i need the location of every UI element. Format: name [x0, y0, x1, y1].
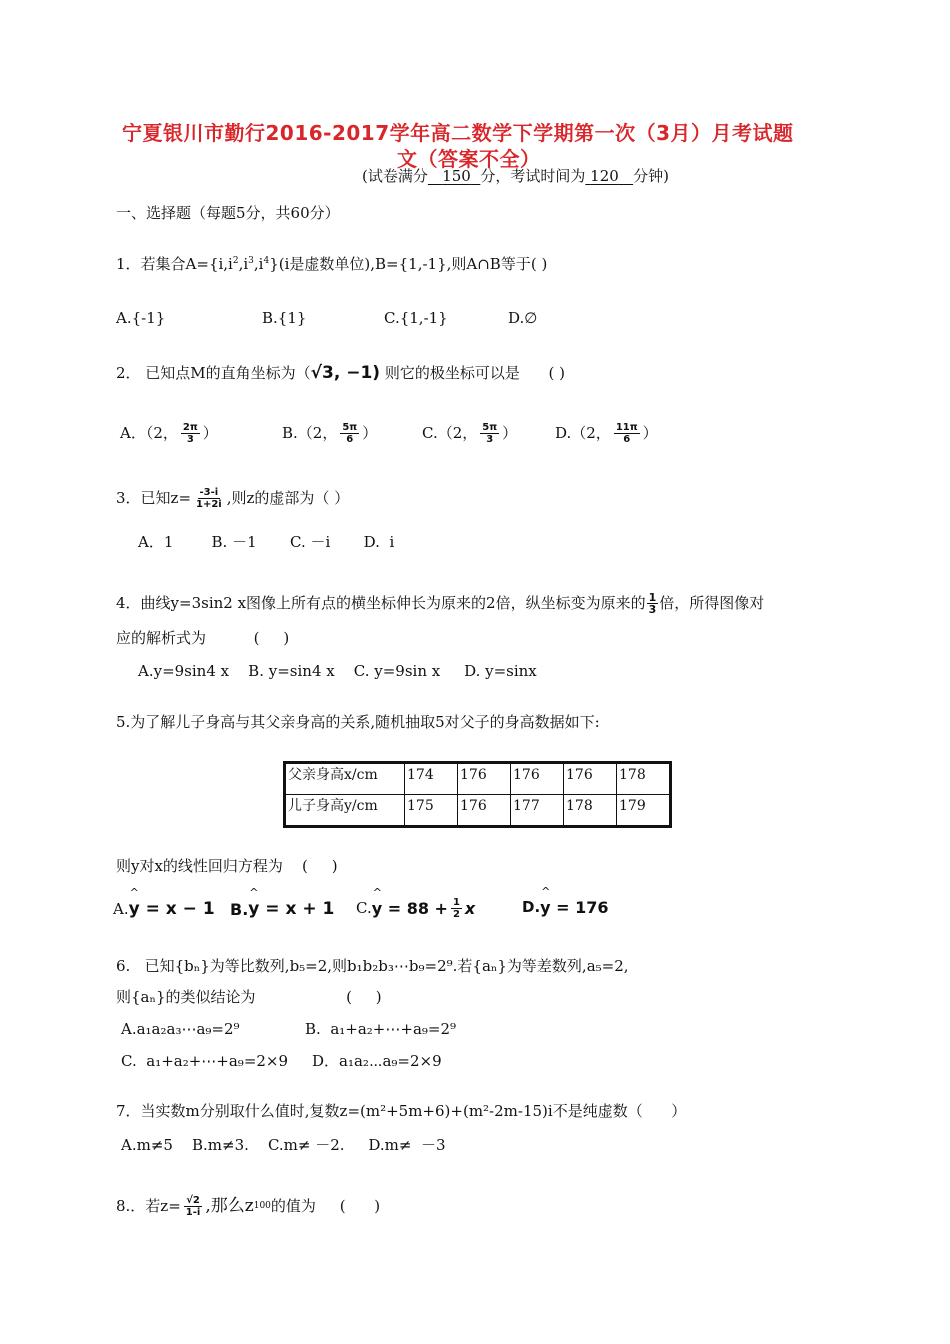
table-row — [285, 795, 671, 827]
table-cell: 178 — [617, 763, 671, 795]
exam-time: 120 — [590, 167, 619, 185]
question-5-stem: 5.为了解儿子身高与其父亲身高的关系,随机抽取5对父子的身高数据如下: — [116, 713, 600, 731]
q3-options: A．1 B. －1 C. －i D. i — [138, 533, 395, 551]
title-line2: 文（答案不全） — [397, 147, 541, 171]
question-3-stem: 3．已知z= $\frac{-3-i}{1+2i}$ ,则z的虚部为（ ） — [116, 486, 350, 510]
table-cell: 174 — [405, 763, 458, 795]
q1-option-b: B.{1} — [262, 309, 307, 327]
q6-option-b: B. a₁+a₂+⋯+a₉=2⁹ — [305, 1020, 457, 1038]
question-6-stem-line2: 则{aₙ}的类似结论为 ( ) — [116, 988, 382, 1006]
table-cell: 178 — [564, 795, 617, 827]
q6-option-a: A.a₁a₂a₃⋯a₉=2⁹ — [121, 1020, 240, 1038]
table-cell: 176 — [458, 795, 511, 827]
question-7-stem: 7．当实数m分别取什么值时,复数z=(m²+5m+6)+(m²-2m-15)i不是纯虚数（ ） — [116, 1102, 687, 1120]
question-4-stem-line2: 应的解析式为 ( ) — [116, 629, 290, 647]
full-score: 150 — [442, 167, 471, 185]
coord-value: √3, −1) — [310, 363, 381, 383]
q5-option-c: C. ^ y = 88 + $\frac{1}{2}$ x — [356, 890, 475, 926]
q6-option-d: D．a₁a₂⋯a₉=2×9 — [312, 1052, 442, 1070]
q7-options: A.m≠5 B.m≠3. C.m≠ －2. D.m≠ －3 — [121, 1136, 446, 1154]
q4-options: A.y=9sin4 x B. y=sin4 x C. y=9sin x D. y=sinx — [138, 662, 537, 680]
exam-note — [362, 166, 669, 186]
question-5-query: 则y对x的线性回归方程为 ( ) — [116, 857, 338, 875]
height-data-table — [283, 761, 672, 828]
title-line1: 宁夏银川市勤行2016-2017学年高二数学下学期第一次（3月）月考试题 — [122, 121, 794, 145]
table-cell: 175 — [405, 795, 458, 827]
question-8-stem: 8.．若z= $\frac{√2}{1-i}$ ,那么z 100 的值为 ( ) — [116, 1194, 381, 1218]
q1-option-c: C.{1,-1} — [384, 309, 448, 327]
q2-option-b: B.（2， $\frac{5\pi}{6}$ ） — [282, 421, 378, 445]
question-1-stem: 1．若集合$A=\{i,i^2,i^3,i^4\}(i$是虚数单位),B={1,-1},则A∩B等于( ) — [116, 255, 548, 273]
q2-option-a: A．（2， $\frac{2\pi}{3}$ ） — [120, 421, 218, 445]
table-cell: 176 — [511, 763, 564, 795]
table-cell: 177 — [511, 795, 564, 827]
q1-option-d: D.∅ — [508, 309, 538, 327]
q5-option-d: D. ^ y = 176 — [522, 892, 609, 922]
question-2-stem: 2． 已知点M的直角坐标为（√3, −1) 则它的极坐标可以是 ( ) — [116, 363, 565, 383]
question-4-stem: 4．曲线y=3sin2 x图像上所有点的横坐标伸长为原来的2倍，纵坐标变为原来的 $\frac{1}{3}$ 倍，所得图像对 — [116, 590, 765, 616]
q2-option-c: C.（2， $\frac{5\pi}{3}$ ） — [422, 421, 518, 445]
q6-option-c: C. a₁+a₂+⋯+a₉=2×9 — [121, 1052, 289, 1070]
table-row — [285, 763, 671, 795]
table-cell: 儿子身高y/cm — [285, 795, 405, 827]
q2-option-d: D.（2， $\frac{11\pi}{6}$ ） — [555, 421, 658, 445]
question-6-stem: 6. 已知{bₙ}为等比数列,b₅=2,则b₁b₂b₃⋯b₉=2⁹.若{aₙ}为等差数列,a₅=2, — [116, 957, 629, 975]
note-mid: 分，考试时间为 — [480, 167, 586, 185]
table-cell: 176 — [564, 763, 617, 795]
table-cell: 父亲身高x/cm — [285, 763, 405, 795]
q5-option-a: A. ^ y = x − 1 — [113, 894, 215, 924]
note-suffix: 分钟) — [633, 167, 669, 185]
note-prefix: (试卷满分 — [362, 167, 428, 185]
q5-option-b: B. ^ y = x + 1 — [230, 894, 334, 924]
q1-option-a: A.{-1} — [116, 309, 166, 327]
table-cell: 179 — [617, 795, 671, 827]
section-heading: 一、选择题（每题5分，共60分） — [116, 204, 340, 222]
table-cell: 176 — [458, 763, 511, 795]
